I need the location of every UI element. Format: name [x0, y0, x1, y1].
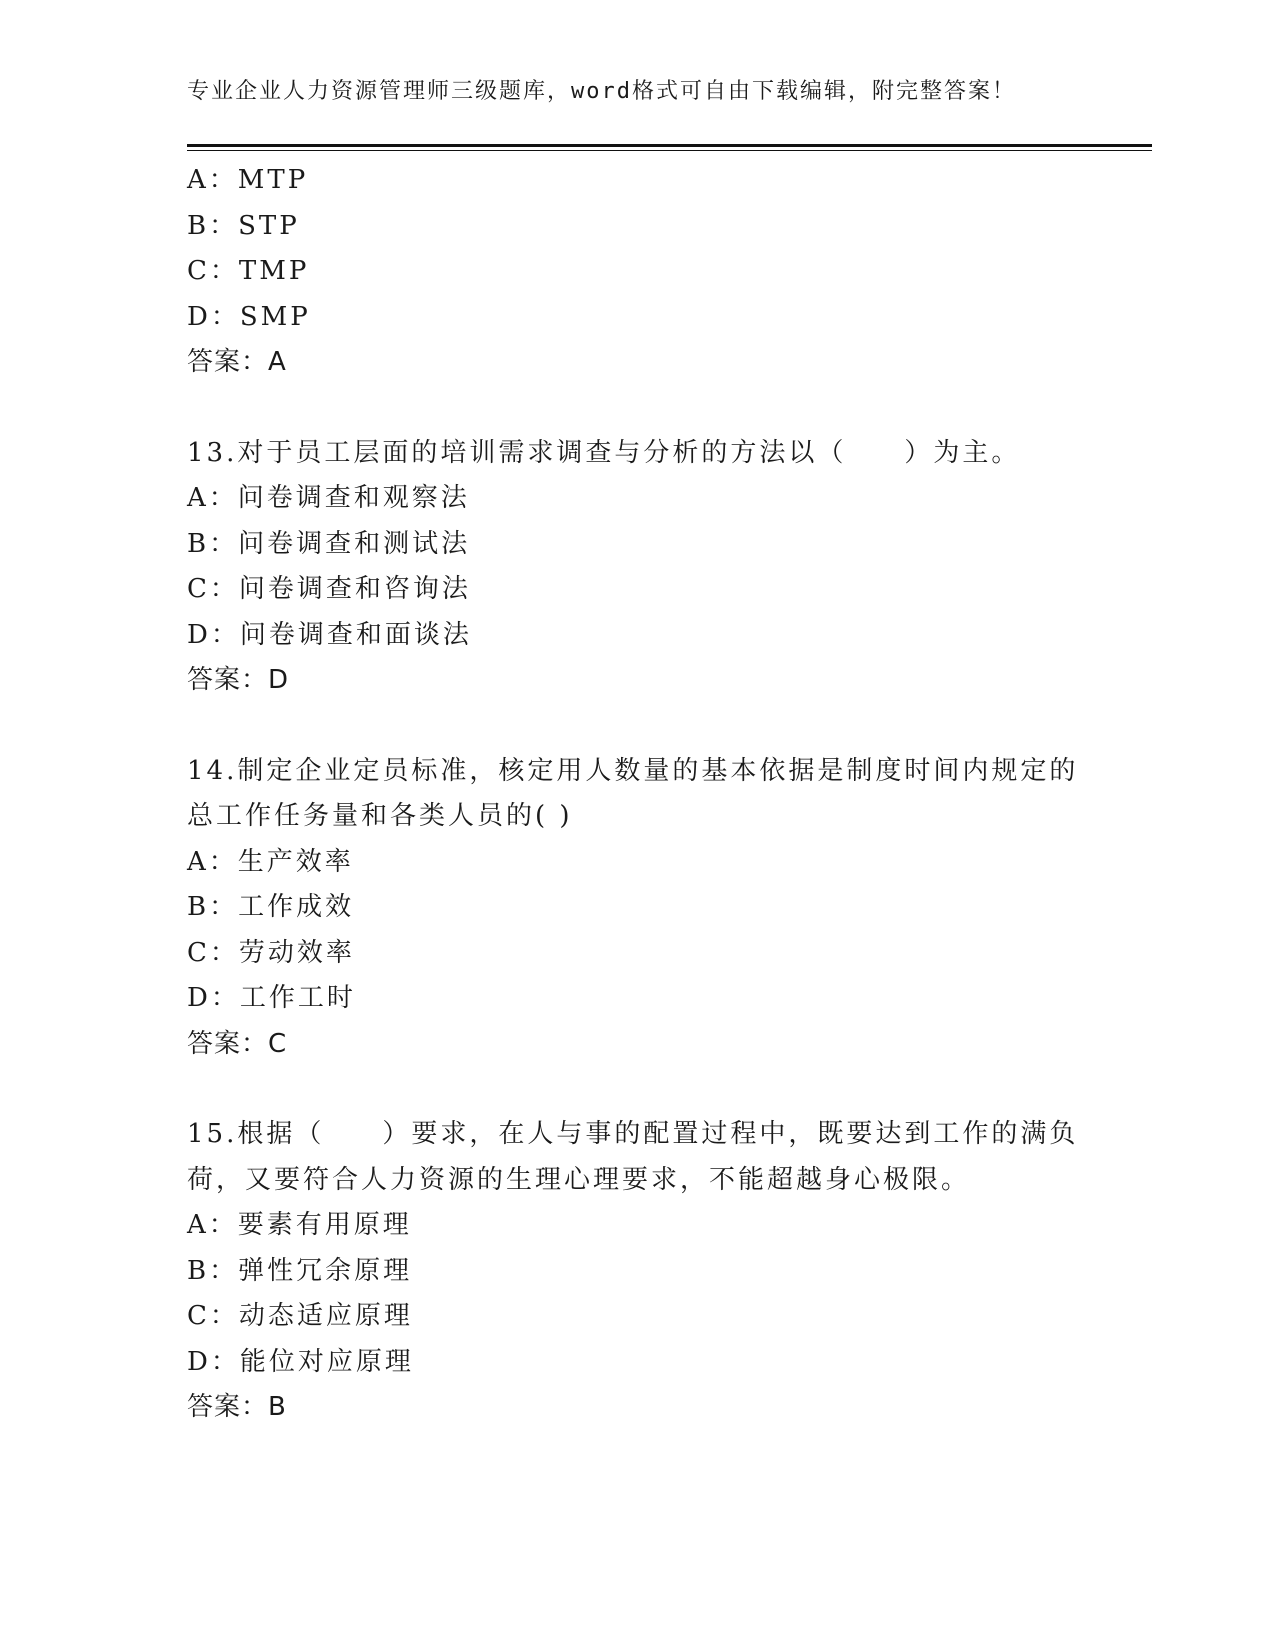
question-stem: 13.对于员工层面的培训需求调查与分析的方法以（ ）为主。 — [187, 437, 1021, 468]
option-b: B：问卷调查和测试法 — [187, 528, 471, 559]
option-a: A：生产效率 — [187, 846, 354, 877]
question-12-options — [187, 158, 1087, 386]
question-stem-line-2: 荷，又要符合人力资源的生理心理要求，不能超越身心极限。 — [187, 1164, 971, 1195]
page-header: 专业企业人力资源管理师三级题库，word格式可自由下载编辑，附完整答案！ — [187, 79, 1016, 104]
question-15 — [187, 1112, 1087, 1431]
option-b: B：STP — [187, 210, 300, 241]
option-c: C：问卷调查和咨询法 — [187, 574, 471, 604]
option-c: C：劳动效率 — [187, 937, 355, 968]
answer-line: 答案：A — [187, 347, 287, 377]
option-a: A：MTP — [187, 165, 309, 195]
question-14 — [187, 749, 1087, 1068]
question-stem-line-2: 总工作任务量和各类人员的( ) — [187, 801, 573, 831]
question-stem-line-1: 14.制定企业定员标准，核定用人数量的基本依据是制度时间内规定的 — [187, 755, 1079, 786]
option-d: D：问卷调查和面谈法 — [187, 619, 472, 650]
question-13 — [187, 431, 1087, 704]
option-c: C：TMP — [187, 256, 310, 286]
header-rule-thin — [187, 150, 1152, 151]
option-b: B：弹性冗余原理 — [187, 1255, 413, 1286]
document-body — [187, 158, 1087, 1431]
option-d: D：工作工时 — [187, 983, 356, 1013]
option-a: A：问卷调查和观察法 — [187, 483, 470, 513]
answer-line: 答案：C — [187, 1028, 288, 1059]
option-c: C：动态适应原理 — [187, 1301, 413, 1331]
option-d: D：能位对应原理 — [187, 1346, 414, 1377]
option-a: A：要素有用原理 — [187, 1210, 412, 1240]
option-b: B：工作成效 — [187, 892, 355, 922]
header-rule-thick — [187, 144, 1152, 147]
question-stem-line-1: 15.根据（ ）要求，在人与事的配置过程中，既要达到工作的满负 — [187, 1119, 1079, 1149]
answer-line: 答案：B — [187, 1392, 287, 1422]
option-d: D：SMP — [187, 301, 311, 332]
answer-line: 答案：D — [187, 665, 290, 695]
